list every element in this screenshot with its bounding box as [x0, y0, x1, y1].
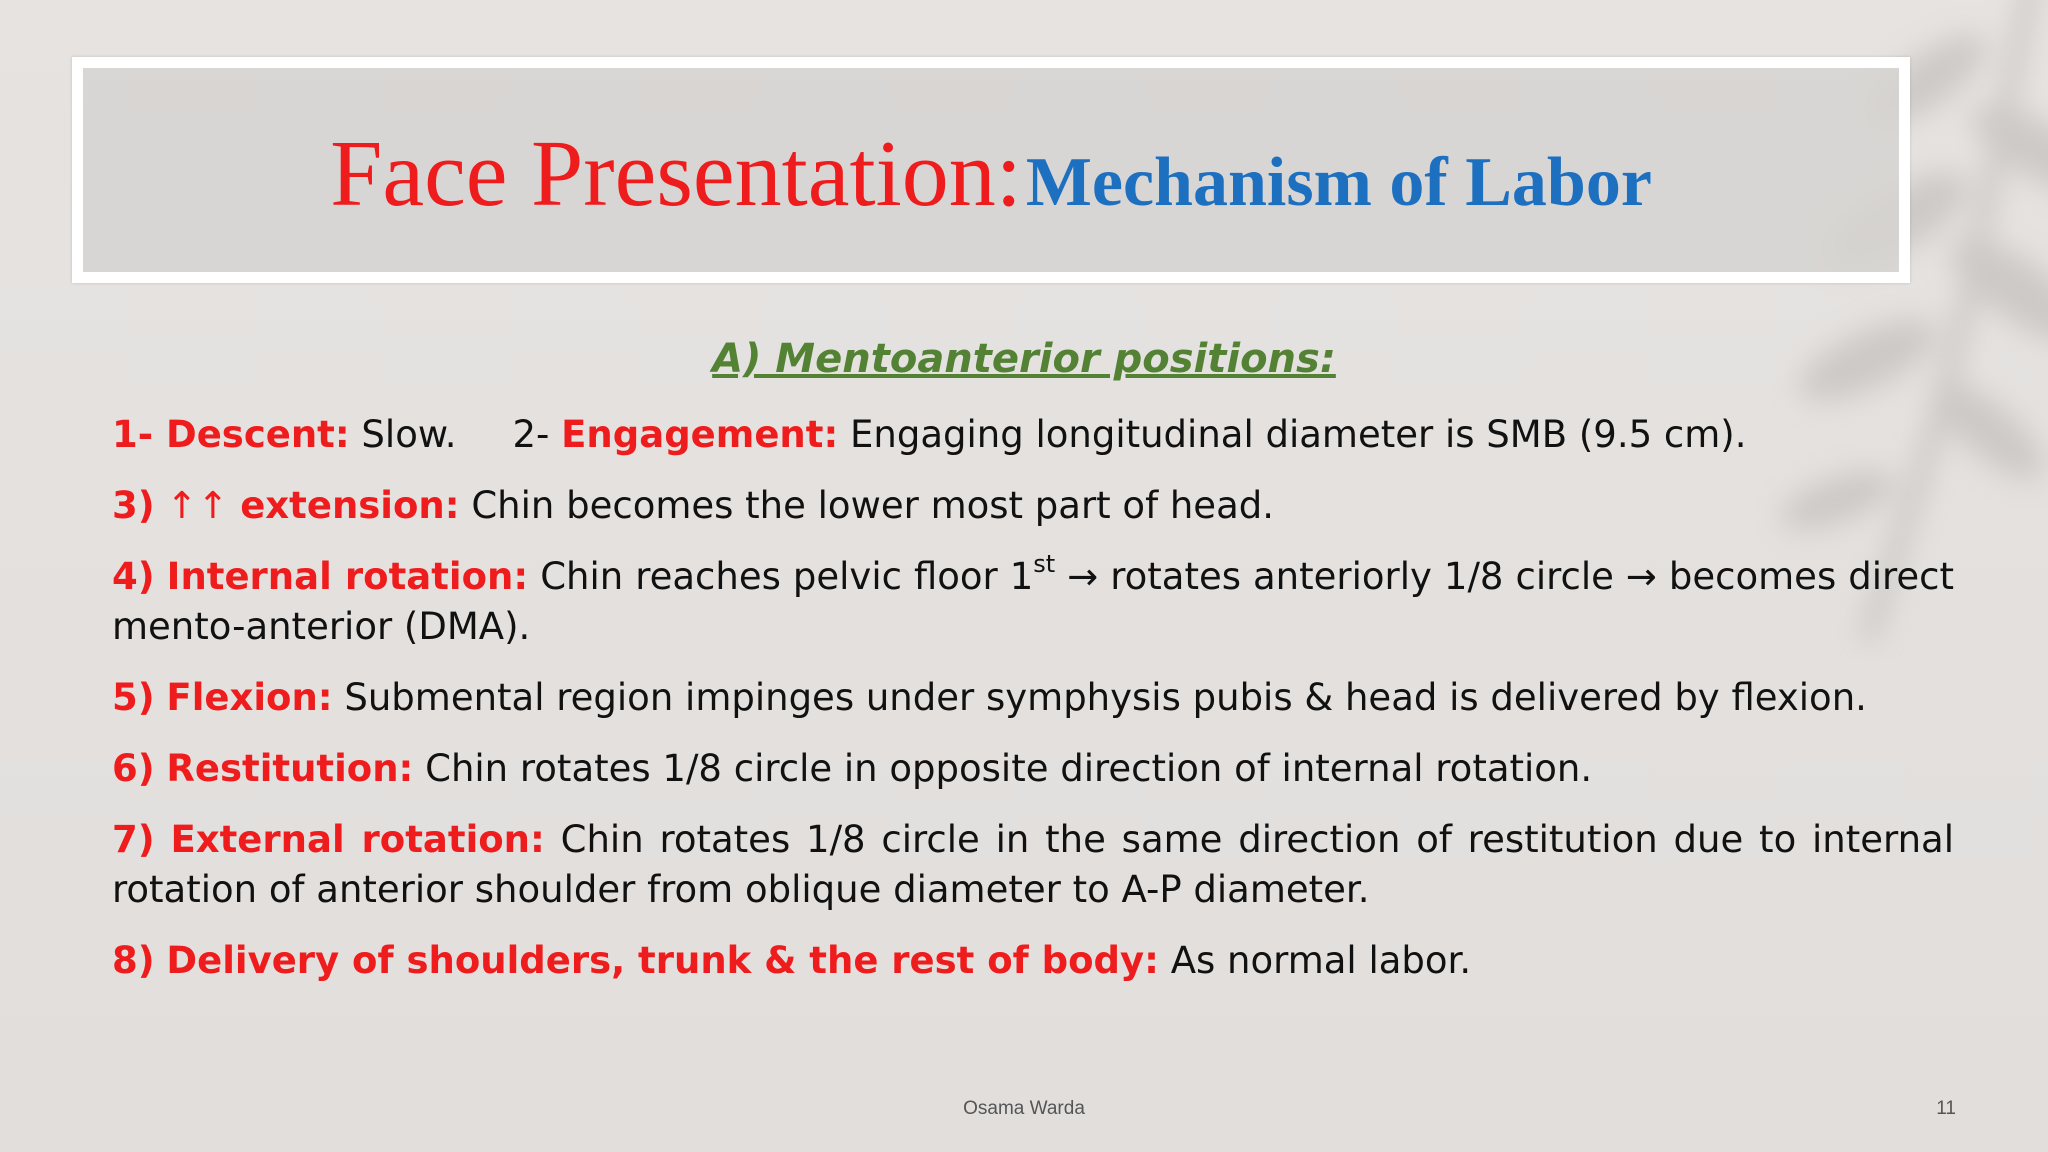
step-number: 8) — [112, 939, 155, 982]
step-text: Engaging longitudinal diameter is SMB (9.5 cm). — [838, 413, 1747, 456]
step-5 — [112, 673, 1954, 723]
step-text: Chin reaches pelvic floor 1 — [528, 555, 1034, 598]
title-sub: Mechanism of Labor — [1025, 144, 1652, 221]
title-box — [72, 57, 1910, 283]
steps-list — [112, 410, 1954, 1007]
step-text: Chin rotates 1/8 circle in opposite direction of internal rotation. — [413, 747, 1593, 790]
step-label: Delivery of shoulders, trunk & the rest of body: — [166, 939, 1159, 982]
step-label: Flexion: — [166, 676, 333, 719]
step-number: 3) — [112, 484, 155, 527]
step-text: Chin rotates 1/8 circle in the same direction of restitution due to internal rotation of anterior shoulder from oblique diameter to A-P diameter. — [112, 818, 1954, 911]
superscript: st — [1033, 549, 1056, 578]
step-text: Chin becomes the lower most part of head. — [459, 484, 1274, 527]
slide-title — [330, 119, 1652, 226]
step-7 — [112, 815, 1954, 915]
step-number: 2- — [512, 413, 562, 456]
up-arrows-icon: ↑↑ — [166, 484, 229, 527]
step-4 — [112, 549, 1955, 652]
step-number: 7) — [112, 818, 155, 861]
step-3 — [112, 481, 1954, 531]
title-main: Face Presentation: — [330, 122, 1022, 226]
step-text: As normal labor. — [1158, 939, 1472, 982]
step-text: Submental region impinges under symphysis pubis & head is delivered by flexion. — [332, 676, 1867, 719]
step-text: Slow. — [349, 413, 457, 456]
footer-author: Osama Warda — [963, 1098, 1085, 1119]
step-label: Restitution: — [166, 747, 414, 790]
step-label: 1- Descent: — [112, 413, 350, 456]
step-label: Internal rotation: — [166, 555, 529, 598]
step-number: 5) — [112, 676, 155, 719]
slide-number: 11 — [1936, 1098, 1956, 1119]
step-8 — [112, 936, 1954, 986]
step-1-2 — [112, 410, 1954, 460]
step-number: 4) — [112, 555, 155, 598]
step-6 — [112, 744, 1954, 794]
step-number: 6) — [112, 747, 155, 790]
step-text: → rotates anteriorly 1/8 circle → becomes direct mento-anterior (DMA). — [112, 555, 1955, 648]
step-label: External rotation: — [170, 818, 545, 861]
section-heading: A) Mentoanterior positions: — [712, 336, 1336, 382]
step-label: extension: — [240, 484, 460, 527]
step-label: Engagement: — [561, 413, 839, 456]
